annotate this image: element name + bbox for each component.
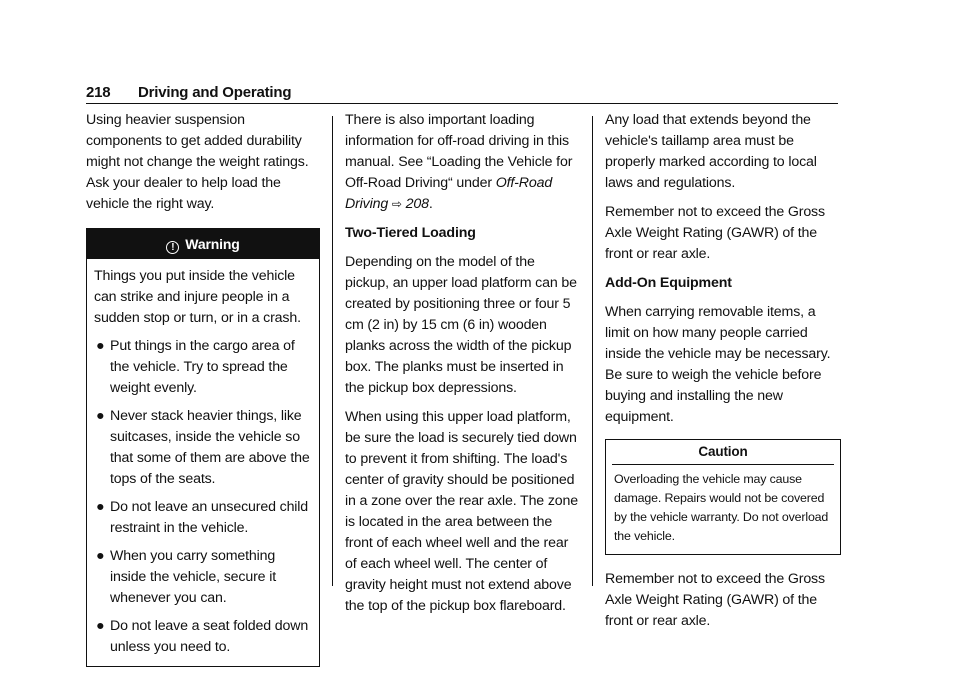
column-2 xyxy=(345,110,579,625)
header-rule xyxy=(86,103,838,104)
two-tiered-paragraph-1: Depending on the model of the pickup, an upper load platform can be created by positioning three or four 5 cm (2 in) by 15 cm (6 in) wooden planks across the width of the pickup box. The planks must be inserted in the pickup box depressions. xyxy=(345,254,577,396)
list-item: ● When you carry something inside the vehicle, secure it whenever you can. xyxy=(96,548,276,606)
caution-title: Caution xyxy=(698,444,748,459)
warning-list xyxy=(94,336,312,658)
caution-text: Overloading the vehicle may cause damage. Repairs would not be covered by the vehicle warranty. Do not overload the vehicle. xyxy=(614,472,829,543)
list-item: ● Do not leave an unsecured child restraint in the vehicle. xyxy=(96,499,309,536)
caution-body xyxy=(606,465,840,554)
list-item: ● Never stack heavier things, like suitcases, inside the vehicle so that some of them are above the tops of the seats. xyxy=(96,408,310,487)
page-number: 218 xyxy=(86,84,111,101)
gawr-paragraph-1: Remember not to exceed the Gross Axle Weight Rating (GAWR) of the front or rear axle. xyxy=(605,204,825,262)
caution-box xyxy=(605,439,841,555)
column-divider-1 xyxy=(332,116,333,586)
column-3 xyxy=(605,110,841,640)
bullet-icon: ● xyxy=(96,548,105,564)
warning-title: Warning xyxy=(185,236,240,252)
warning-icon: ! xyxy=(166,241,179,254)
warning-text: Things you put inside the vehicle can strike and injure people in a sudden stop or turn, or in a crash. xyxy=(94,268,301,326)
bullet-icon: ● xyxy=(96,618,105,634)
bullet-icon: ● xyxy=(96,338,105,354)
section-title: Driving and Operating xyxy=(138,84,292,101)
page-ref-number: 208 xyxy=(405,196,429,212)
warning-box xyxy=(86,228,320,667)
column-divider-2 xyxy=(592,116,593,586)
page-header xyxy=(86,84,838,104)
warning-body xyxy=(87,259,319,666)
list-item: ● Put things in the cargo area of the vehicle. Try to spread the weight evenly. xyxy=(96,338,295,396)
warning-header xyxy=(87,229,319,259)
page-ref-icon: ⇨ xyxy=(391,197,402,211)
two-tiered-paragraph-2: When using this upper load platform, be sure the load is securely tied down to prevent it from shifting. The load's center of gravity should be positioned in a zone over the rear axle. The zone is located in the area between the front of each wheel well and the rear of each wheel well. The center of gravity height must not extend above the top of the pickup box flareboard. xyxy=(345,409,579,614)
gawr-paragraph-2: Remember not to exceed the Gross Axle Weight Rating (GAWR) of the front or rear axle. xyxy=(605,571,825,629)
list-item: ● Do not leave a seat folded down unless you need to. xyxy=(96,618,309,655)
bullet-icon: ● xyxy=(96,408,105,424)
offroad-paragraph: There is also important loading information for off-road driving in this manual. See “Loading the Vehicle for Off-Road Driving“ under Off-Road Driving ⇨ 208. xyxy=(345,112,573,212)
load-marking-paragraph: Any load that extends beyond the vehicle's taillamp area must be properly marked according to local laws and regulations. xyxy=(605,112,817,191)
add-on-paragraph: When carrying removable items, a limit on how many people carried inside the vehicle may be necessary. Be sure to weigh the vehicle before buying and installing the new equipment. xyxy=(605,304,831,425)
two-tiered-heading: Two-Tiered Loading xyxy=(345,225,476,241)
intro-paragraph: Using heavier suspension components to get added durability might not change the weight ratings. Ask your dealer to help load the vehicle the right way. xyxy=(86,112,309,212)
offroad-driving-link[interactable]: Off-Road Driving ⇨ 208 xyxy=(345,175,553,212)
column-1 xyxy=(86,110,320,667)
add-on-heading: Add-On Equipment xyxy=(605,275,732,291)
bullet-icon: ● xyxy=(96,499,105,515)
